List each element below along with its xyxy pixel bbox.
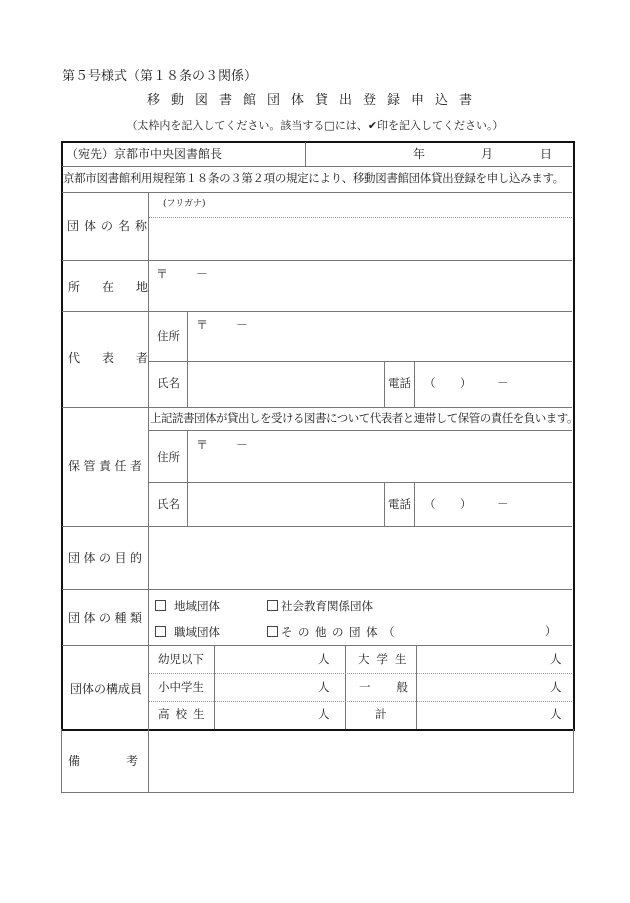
member-count-input[interactable] — [216, 675, 326, 700]
checkbox-community[interactable] — [155, 600, 166, 611]
divider — [149, 701, 572, 702]
checkbox-other[interactable] — [267, 626, 278, 637]
rep-phone-label: 電話 — [388, 376, 411, 390]
divider — [214, 645, 215, 729]
date-month-label: 月 — [481, 147, 494, 161]
divider — [149, 361, 572, 362]
cust-phone-label: 電話 — [388, 497, 411, 511]
furigana-label: (フリガナ) — [163, 199, 206, 209]
divider — [149, 482, 572, 483]
cust-phone-input[interactable] — [416, 484, 571, 525]
group-name-input[interactable] — [150, 219, 570, 259]
divider — [62, 166, 572, 167]
divider — [149, 430, 572, 431]
divider — [187, 311, 188, 407]
option-workplace-label: 職域団体 — [174, 625, 220, 639]
cust-name-label: 氏名 — [157, 497, 180, 511]
location-postal-mark: 〒 — [156, 267, 169, 281]
location-label: 所在地 — [68, 280, 171, 294]
page-title: 移動図書館団体貸出登録申込書 — [146, 93, 483, 108]
rep-phone-input[interactable] — [416, 363, 571, 406]
divider — [384, 361, 385, 407]
rep-address-input[interactable] — [189, 313, 571, 360]
remarks-input[interactable] — [150, 731, 570, 791]
declaration-text: 京都市図書館利用規程第１８条の３第２項の規定により、移動図書館団体貸出登録を申し込みます。 — [63, 171, 564, 185]
divider — [187, 430, 188, 526]
option-community-label: 地域団体 — [174, 599, 220, 613]
member-total-input[interactable] — [418, 703, 548, 727]
option-community[interactable] — [155, 600, 220, 613]
cust-postal-mark: 〒 — [196, 438, 209, 452]
member-unit: 人 — [318, 680, 330, 694]
divider — [62, 407, 572, 408]
rep-phone-open: （ — [424, 376, 436, 390]
member-unit: 人 — [318, 652, 330, 666]
option-workplace[interactable] — [155, 626, 220, 639]
cust-phone-close: ） — [460, 497, 472, 511]
rep-name-label: 氏名 — [157, 376, 180, 390]
date-field[interactable] — [306, 142, 572, 166]
form-number: 第５号様式（第１８条の３関係） — [62, 69, 258, 84]
date-year-label: 年 — [413, 147, 426, 161]
divider — [62, 192, 572, 193]
rep-postal-dash: － — [236, 318, 249, 332]
option-other-close: ） — [545, 624, 557, 638]
representative-label: 代表者 — [68, 351, 171, 365]
location-postal-dash: － — [196, 267, 209, 281]
cust-postal-dash: － — [236, 438, 249, 452]
group-name-label — [67, 219, 153, 233]
other-type-input[interactable] — [395, 622, 540, 640]
option-other[interactable] — [267, 626, 400, 639]
cust-address-label: 住所 — [157, 450, 180, 464]
label-column-divider — [148, 192, 149, 729]
divider — [149, 673, 572, 674]
member-unit: 人 — [550, 680, 562, 694]
furigana-input[interactable] — [210, 194, 570, 216]
member-count-input[interactable] — [418, 675, 548, 700]
member-count-input[interactable] — [216, 703, 326, 727]
member-row-label: 一般 — [359, 680, 434, 694]
member-unit: 人 — [550, 652, 562, 666]
member-unit: 人 — [318, 707, 330, 721]
custodian-statement: 上記読書団体が貸出しを受ける図書について代表者と連帯して保管の責任を負います。 — [150, 411, 578, 425]
member-row-label: 幼児以下 — [158, 652, 204, 666]
divider — [62, 311, 572, 312]
group-name-label-text: 団体の名称 — [67, 219, 153, 233]
member-row-label: 高校生 — [158, 707, 211, 721]
date-day-label: 日 — [540, 147, 553, 161]
divider — [414, 482, 415, 526]
divider — [414, 361, 415, 407]
member-count-input[interactable] — [216, 647, 326, 672]
divider — [62, 645, 572, 646]
rep-address-label: 住所 — [157, 329, 180, 343]
purpose-label: 団体の目的 — [68, 551, 146, 565]
remarks-label: 備考 — [68, 754, 185, 768]
group-type-label: 団体の種類 — [68, 611, 146, 625]
option-social-education[interactable] — [267, 600, 373, 613]
divider — [62, 260, 572, 261]
rep-phone-close: ） — [460, 376, 472, 390]
rep-phone-dash: － — [497, 376, 509, 390]
member-row-label: 大学生 — [358, 652, 414, 666]
divider — [345, 645, 346, 729]
instruction-note: （太枠内を記入してください。該当する□には、✔印を記入してください。） — [126, 119, 504, 132]
member-count-input[interactable] — [418, 647, 548, 672]
checkbox-workplace[interactable] — [155, 626, 166, 637]
custodian-label: 保管責任者 — [68, 459, 146, 473]
member-unit: 人 — [550, 707, 562, 721]
cust-address-input[interactable] — [189, 432, 571, 481]
option-other-label: その他の団体（ — [281, 625, 400, 639]
checkbox-social-education[interactable] — [267, 600, 278, 611]
rep-postal-mark: 〒 — [196, 318, 209, 332]
addressee-label: （宛先）京都市中央図書館長 — [66, 147, 223, 161]
divider — [384, 482, 385, 526]
furigana-separator — [149, 217, 572, 218]
option-social-education-label: 社会教育関係団体 — [281, 599, 373, 613]
members-label: 団体の構成員 — [70, 682, 143, 696]
cust-name-input[interactable] — [189, 484, 383, 525]
rep-name-input[interactable] — [189, 363, 383, 406]
divider — [62, 589, 572, 590]
member-row-label: 小中学生 — [158, 680, 204, 694]
cust-phone-open: （ — [424, 497, 436, 511]
purpose-input[interactable] — [150, 528, 570, 588]
cust-phone-dash: － — [497, 497, 509, 511]
location-input[interactable] — [150, 262, 570, 310]
divider — [62, 526, 572, 527]
member-total-label: 計 — [375, 707, 387, 721]
